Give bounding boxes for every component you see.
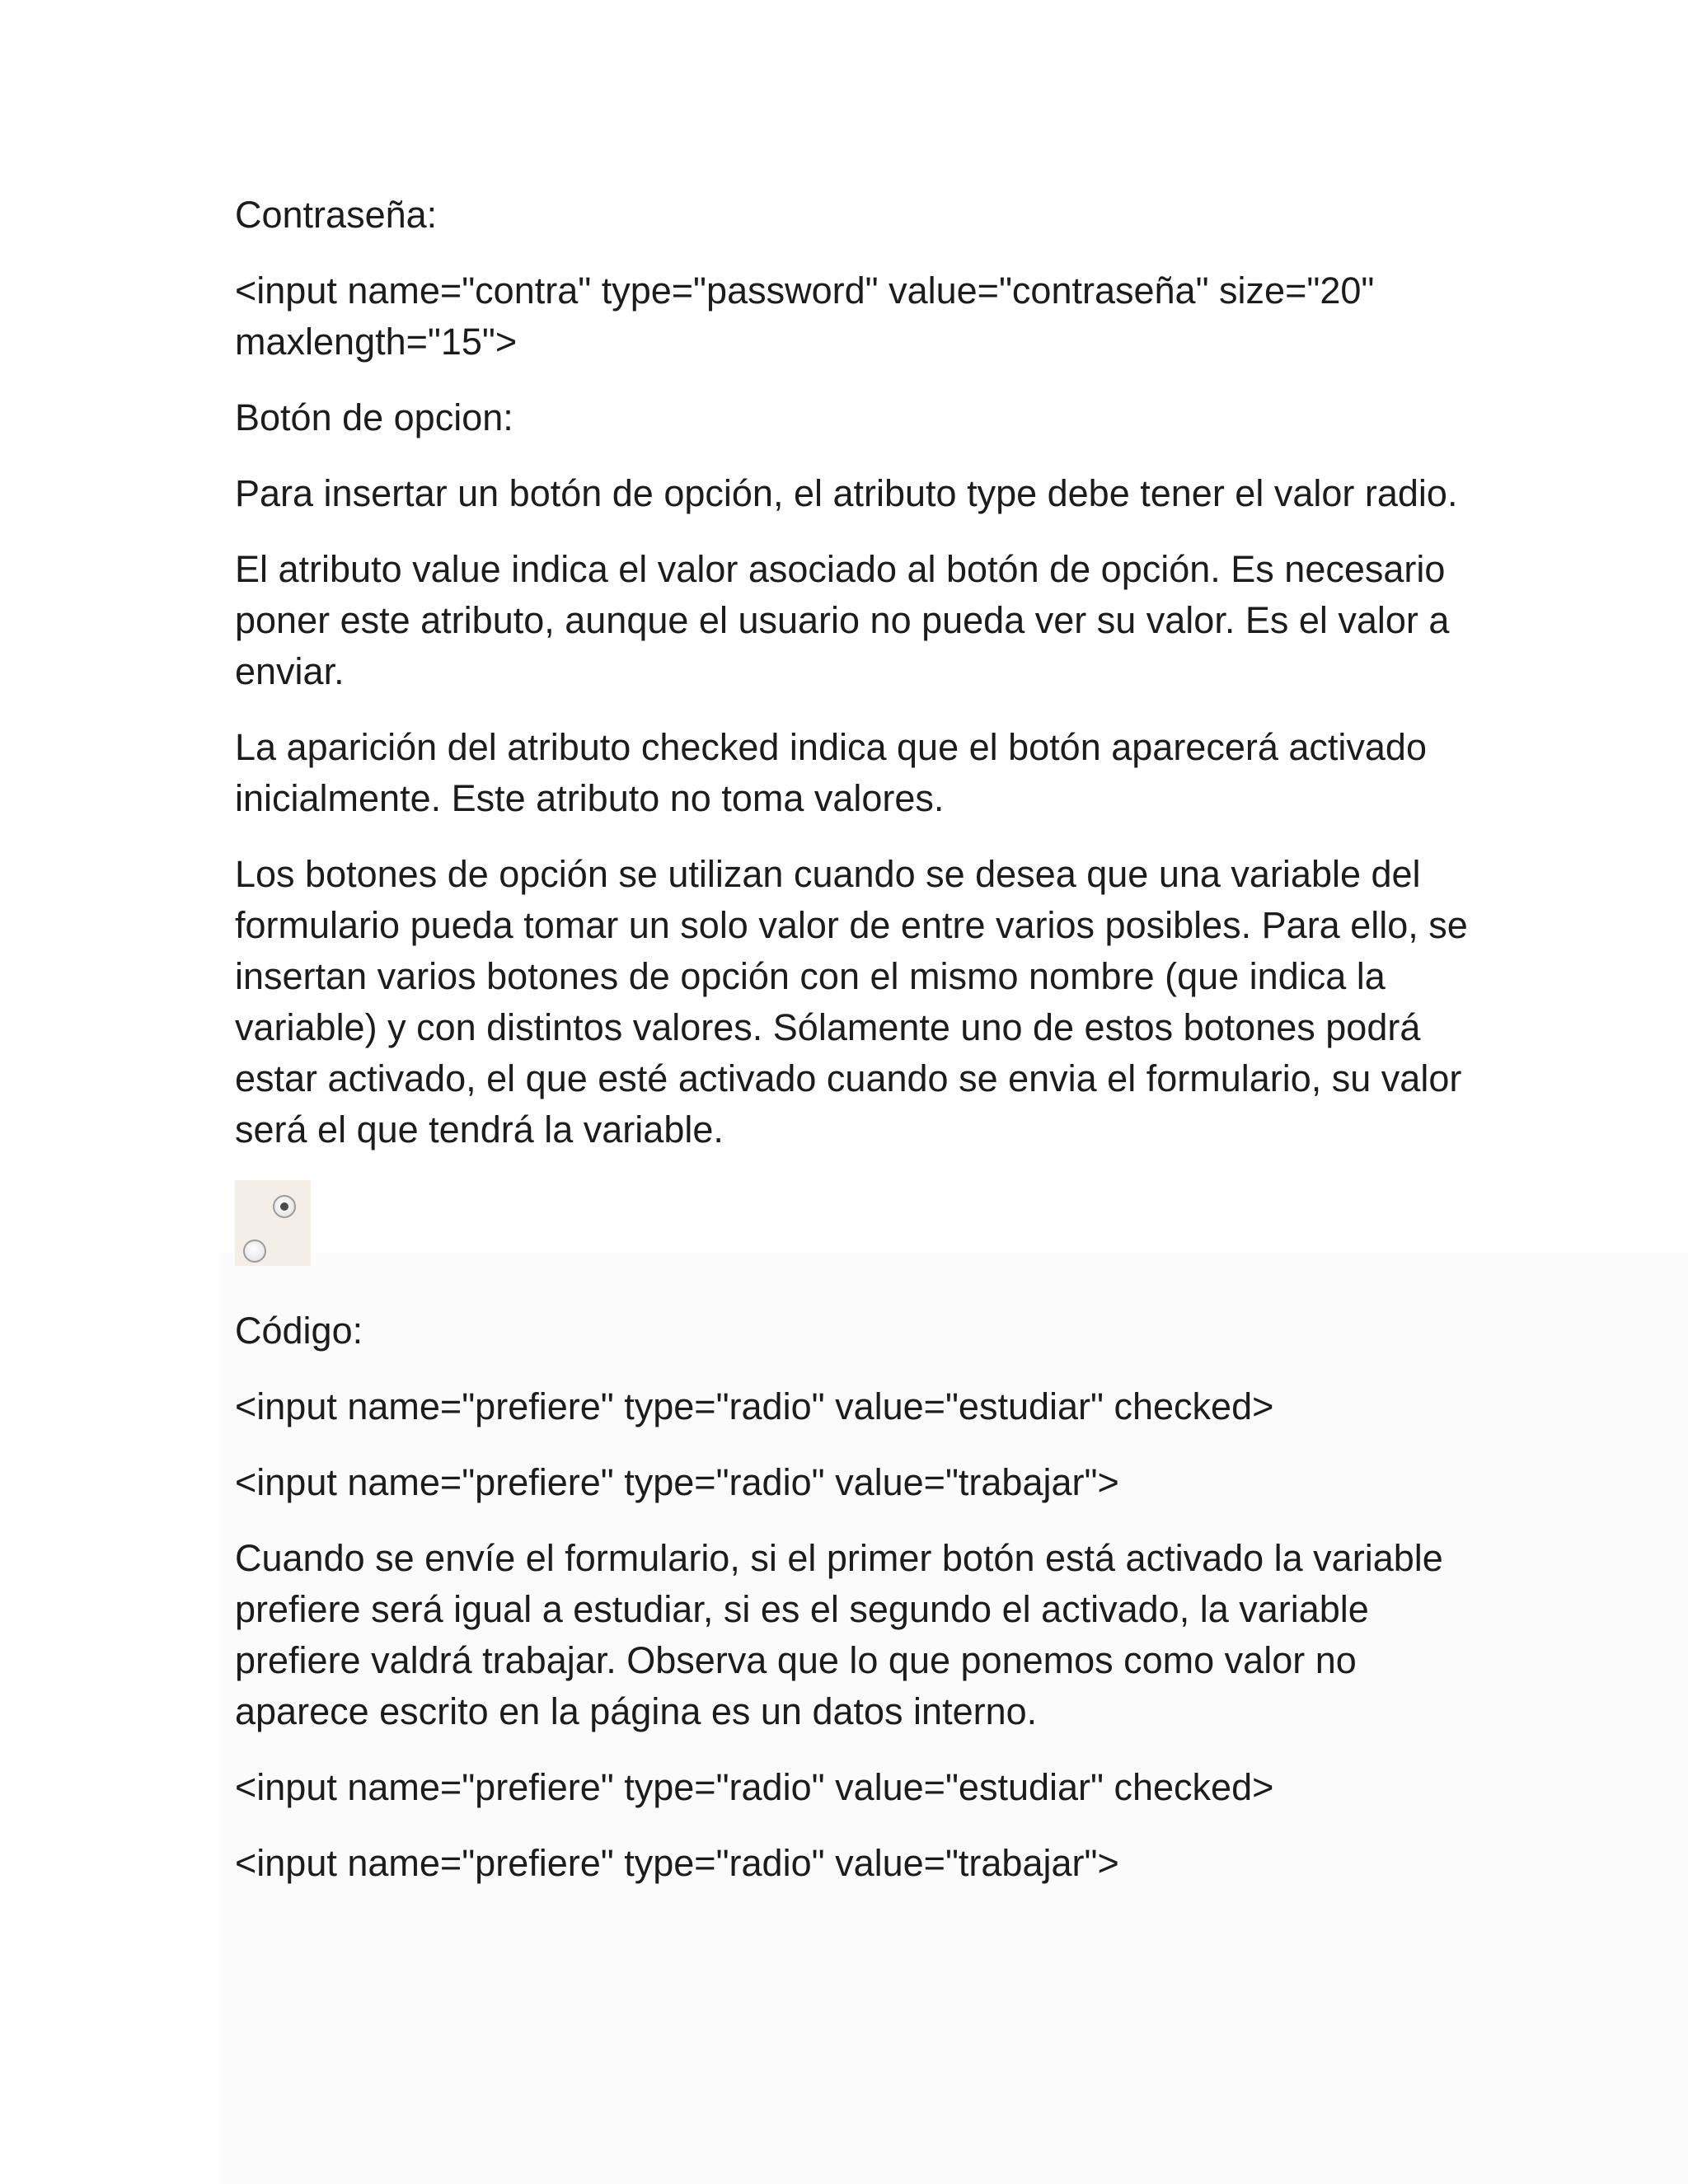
code-radio-trabajar-repeat: <input name="prefiere" type="radio" value="trabajar"> <box>235 1842 1119 1884</box>
heading-boton-opcion: Botón de opcion: <box>235 396 513 438</box>
paragraph-type-radio: Para insertar un botón de opción, el atributo type debe tener el valor radio. <box>235 472 1458 514</box>
heading-codigo: Código: <box>235 1310 363 1352</box>
paragraph-form-submit: Cuando se envíe el formulario, si el primer botón está activado la variable prefiere será igual a estudiar, si es el segundo el activado, la variable prefiere valdrá trabajar. Observa que lo que ponemos como valor no aparece escrito en la página es un datos interno. <box>235 1537 1443 1732</box>
code-radio-trabajar: <input name="prefiere" type="radio" value="trabajar"> <box>235 1461 1119 1503</box>
code-password-input: <input name="contra" type="password" value="contraseña" size="20" maxlength="15"> <box>235 269 1375 363</box>
paragraph-checked-attribute: La aparición del atributo checked indica que el botón aparecerá activado inicialmente. Este atributo no toma valores. <box>235 726 1427 819</box>
document-body <box>235 190 1471 1914</box>
code-radio-estudiar: <input name="prefiere" type="radio" value="estudiar" checked> <box>235 1385 1274 1427</box>
paragraph-value-attribute: El atributo value indica el valor asociado al botón de opción. Es necesario poner este atributo, aunque el usuario no pueda ver su valor. Es el valor a enviar. <box>235 548 1450 692</box>
radio-unchecked-icon <box>243 1240 266 1263</box>
heading-contrasena: Contraseña: <box>235 194 438 236</box>
paragraph-radio-usage: Los botones de opción se utilizan cuando se desea que una variable del formulario pueda tomar un solo valor de entre varios posibles. Para ello, se insertan varios botones de opción con el mismo nombre (que indica la variable) y con distintos valores. Sólamente uno de estos botones podrá estar activado, el que esté activado cuando se envia el formulario, su valor será el que tendrá la variable. <box>235 853 1468 1151</box>
radio-checked-icon <box>273 1195 296 1218</box>
code-radio-estudiar-repeat: <input name="prefiere" type="radio" value="estudiar" checked> <box>235 1766 1274 1808</box>
radio-example-image <box>235 1180 311 1266</box>
